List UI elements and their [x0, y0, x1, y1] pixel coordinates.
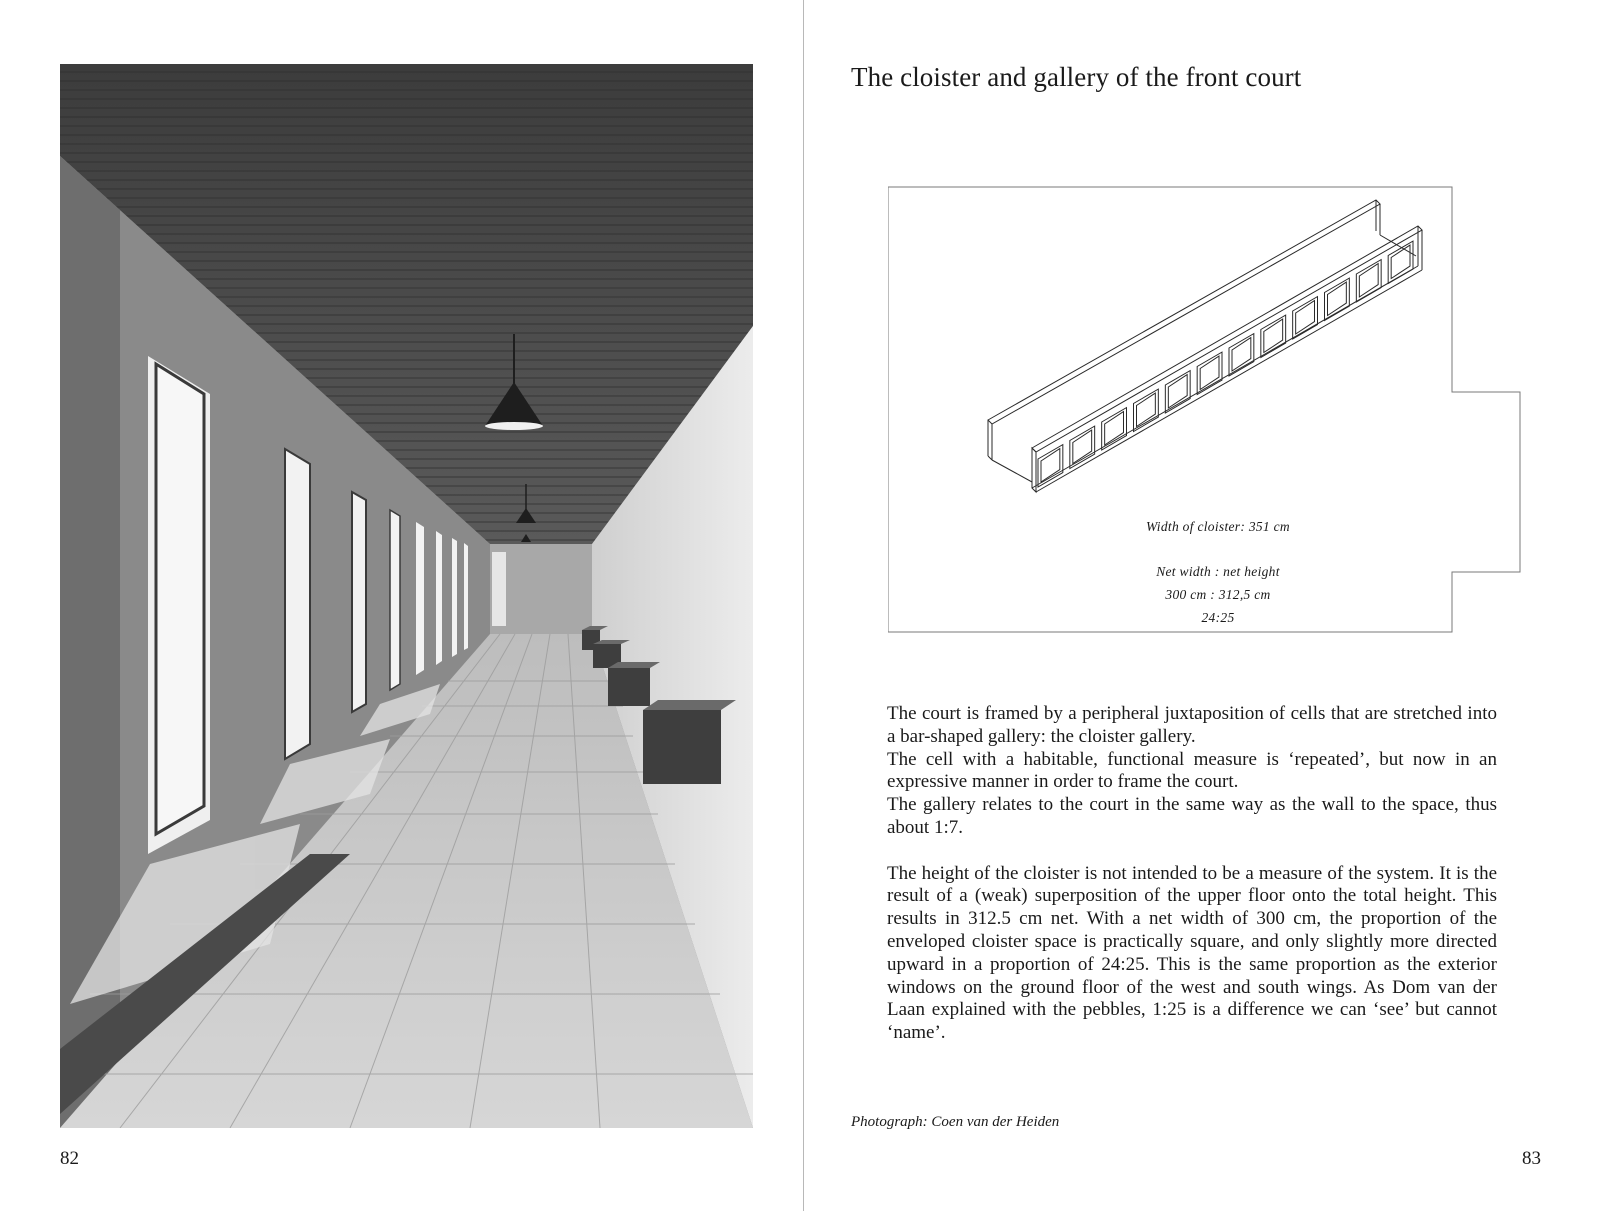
page-gutter [803, 0, 804, 1211]
arcade-bay [1261, 315, 1286, 357]
arcade-bay [1165, 371, 1190, 413]
arcade-bay-opening [1264, 319, 1283, 352]
arcade-bay-opening [1391, 245, 1410, 278]
arcade-bay-opening [1137, 393, 1156, 426]
diagram-caption-ratio-values: 300 cm : 312,5 cm [1165, 587, 1271, 602]
body-text [887, 703, 1497, 1045]
arcade-bay-opening [1328, 282, 1347, 315]
arcade-bay-opening [1296, 301, 1315, 334]
arcade-bay-opening [1168, 375, 1187, 408]
arcade-bay-opening [1073, 430, 1092, 463]
arcade-bay [1134, 389, 1159, 431]
arcade-bay-opening [1200, 356, 1219, 389]
diagram-caption-width: Width of cloister: 351 cm [1146, 519, 1290, 534]
arcade-bay [1070, 426, 1095, 468]
arcade-bay-opening [1105, 412, 1124, 445]
diagram-caption-ratio-label: Net width : net height [1156, 564, 1280, 579]
section-heading: The cloister and gallery of the front court [851, 62, 1302, 92]
arcade-bay-opening [1232, 338, 1251, 371]
arcade-bay-opening [1359, 264, 1378, 297]
arcade-bay [1102, 408, 1127, 450]
arcade-bay [1197, 352, 1222, 394]
paragraph-2: The height of the cloister is not intended to be a measure of the system. It is the result of a (weak) superposition of the upper floor onto the total height. This results in 312.5 cm net. With a net width of 300 cm, the proportion of the enveloped cloister space is practically square, and only slightly more directed upward in a proportion of 24:25. This is the same proportion as the exterior windows on the ground floor of the west and south wings. As Dom van der Laan explained with the pebbles, 1:25 is a difference we can ‘see’ but cannot ‘name’. [887, 862, 1497, 1044]
cloister-photograph [60, 64, 753, 1128]
diagram-caption-ratio: 24:25 [1201, 610, 1235, 625]
arcade-bay [1038, 445, 1063, 487]
page-number-left: 82 [60, 1148, 79, 1169]
photo-credit: Photograph: Coen van der Heiden [851, 1114, 1060, 1130]
page-number-right: 83 [1522, 1148, 1541, 1169]
cloister-diagram [888, 186, 1522, 634]
cloister-corridor-photograph-icon [60, 64, 753, 1128]
paragraph-1: The court is framed by a peripheral juxtaposition of cells that are stretched into a bar-shaped gallery: the cloister gallery. The cell with a habitable, functional measure is ‘repeated’, but now in an expressive manner in order to frame the court. The gallery relates to the court in the same way as the wall to the space, thus about 1:7. [887, 703, 1497, 838]
arcade-bay [1229, 334, 1254, 376]
